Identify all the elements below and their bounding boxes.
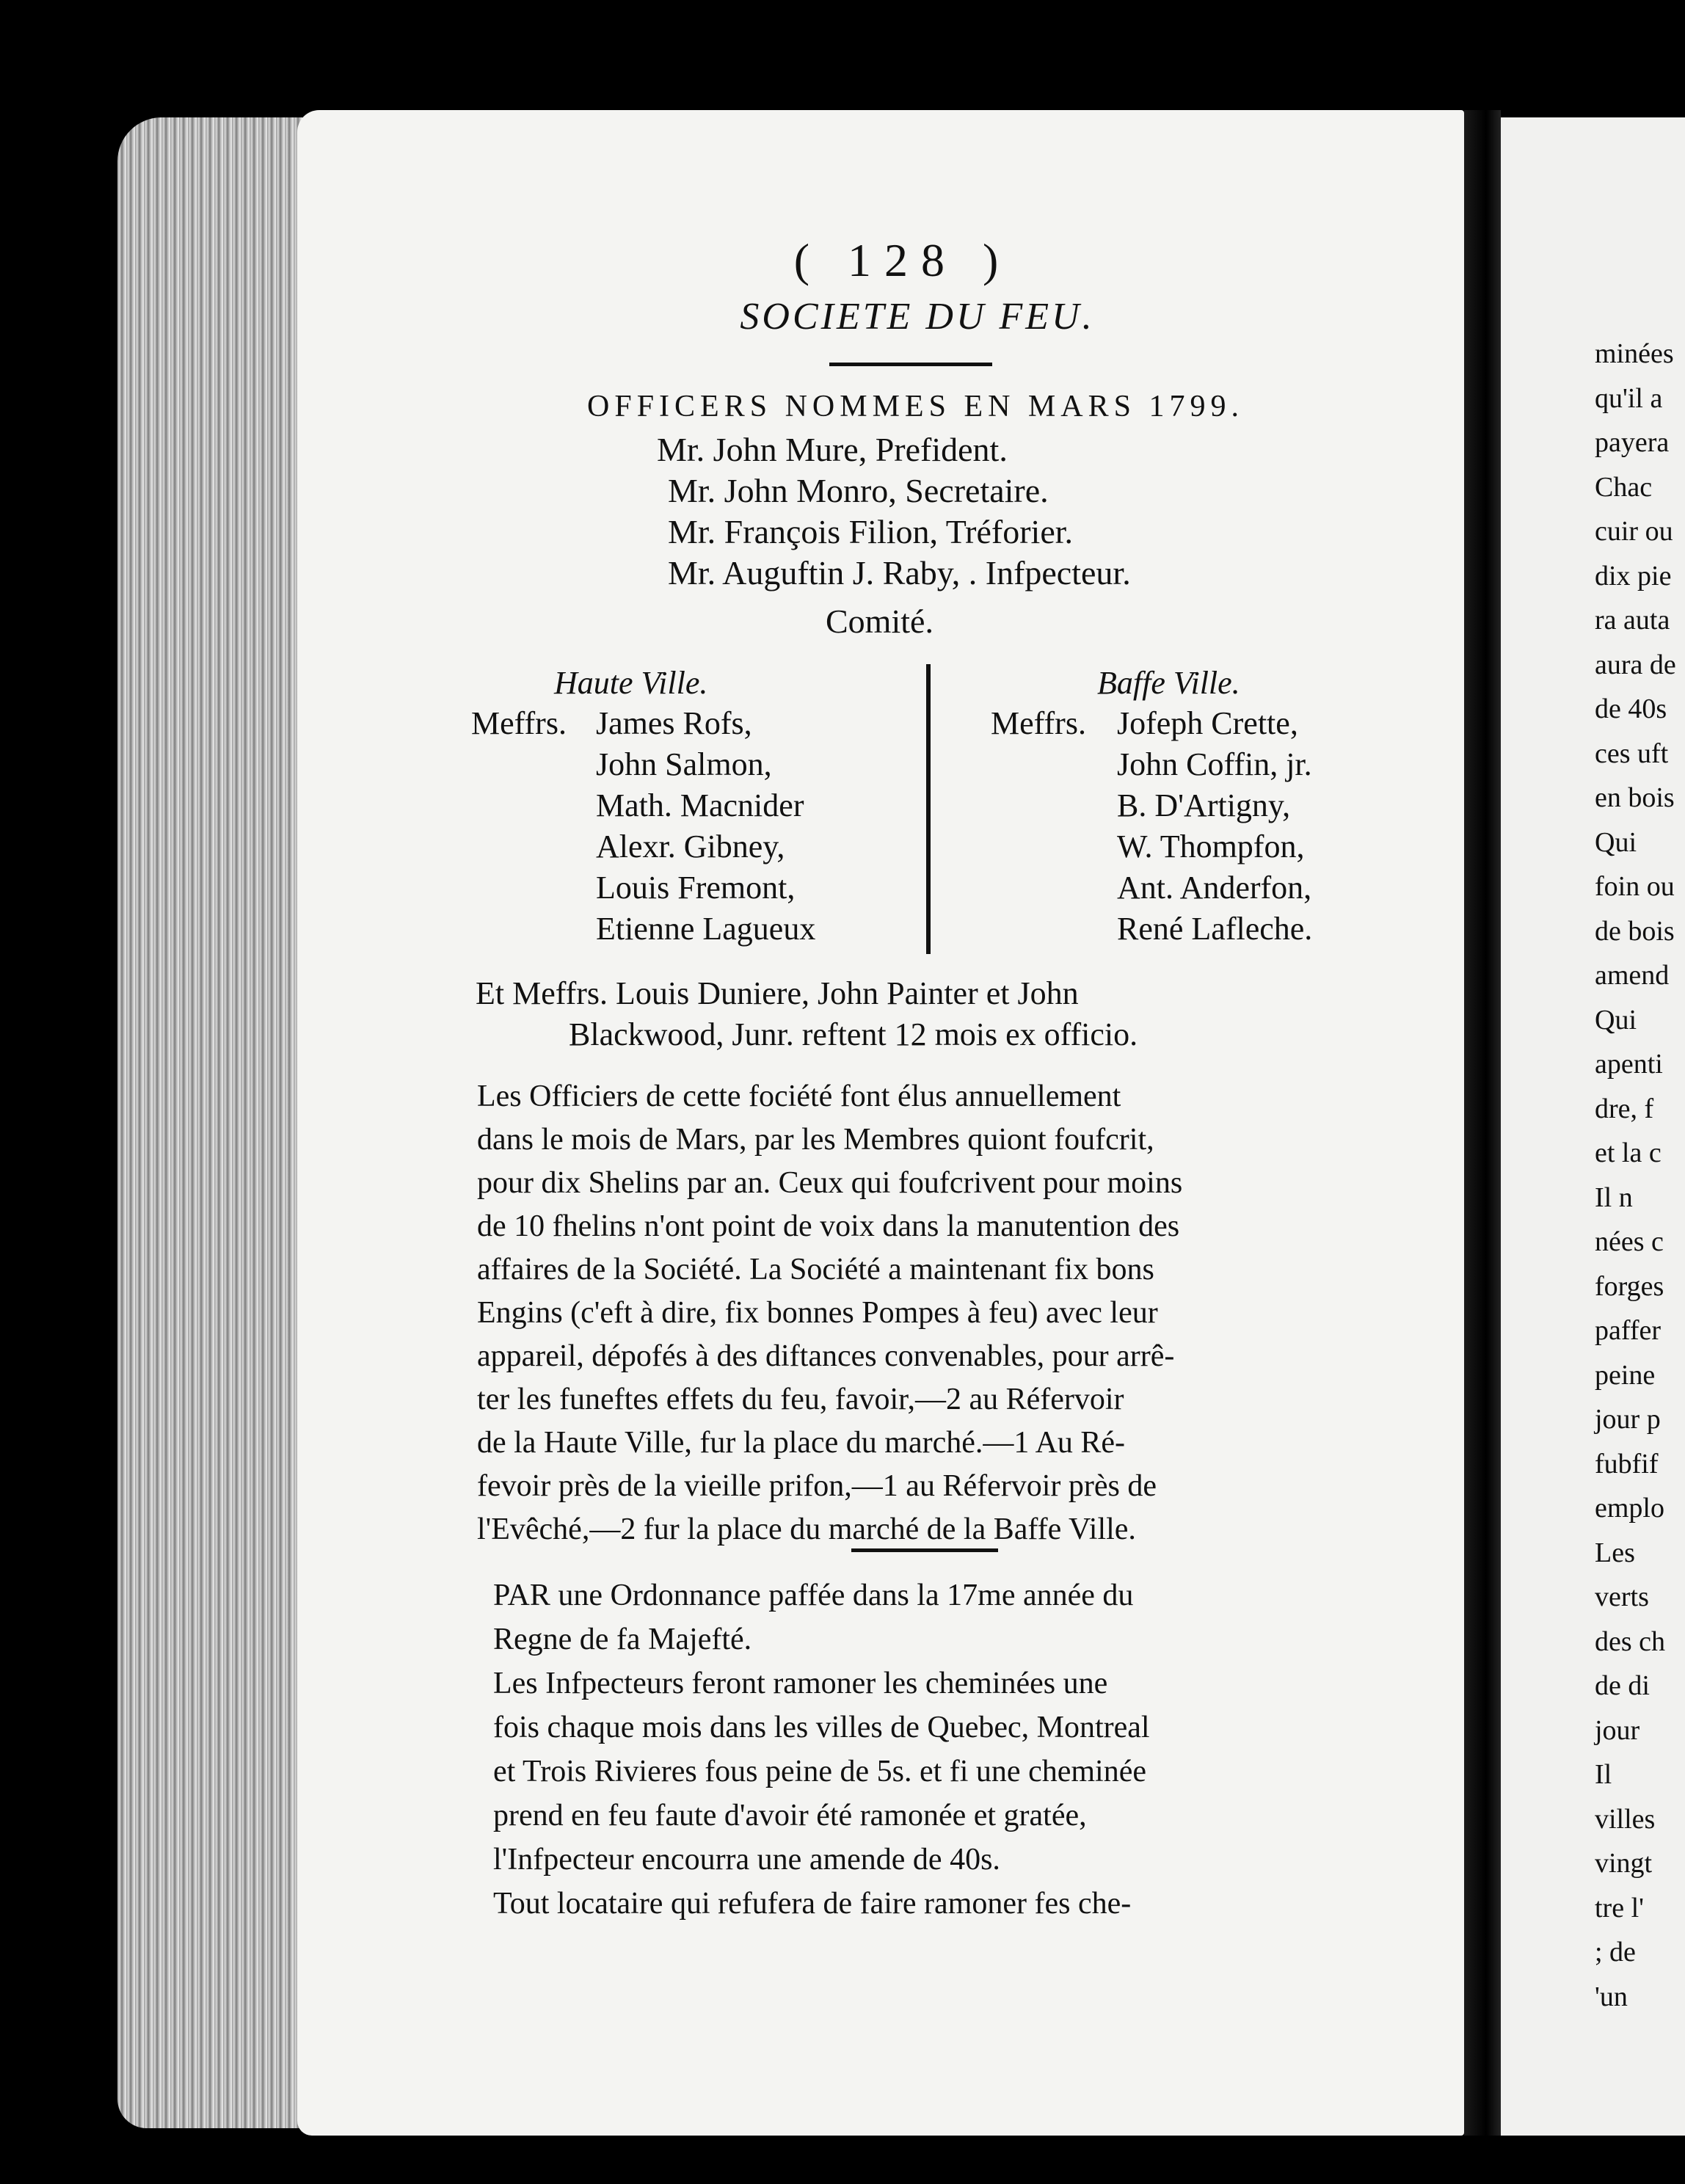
right-page-line: ra auta [1595, 605, 1670, 636]
right-page-line: nées c [1595, 1226, 1664, 1257]
basse-ville-member: B. D'Artigny, [1117, 787, 1291, 823]
paragraph-line: fois chaque mois dans les villes de Quebec, Montreal [493, 1711, 1150, 1744]
section-title: SOCIETE DU FEU. [740, 296, 1095, 338]
right-page-line: Qui [1595, 826, 1637, 858]
right-page-line: de di [1595, 1670, 1650, 1701]
right-page-line: cuir ou [1595, 516, 1673, 547]
right-page-line: dre, f [1595, 1093, 1654, 1124]
right-page-line: qu'il a [1595, 382, 1663, 414]
ex-officio-line: Blackwood, Junr. reftent 12 mois ex officio. [569, 1016, 1138, 1052]
right-page-line: minées [1595, 338, 1674, 369]
paragraph-line: fevoir près de la vieille prifon,—1 au Réfervoir près de [477, 1469, 1157, 1503]
paragraph-line: l'Evêché,—2 fur la place du marché de la Baffe Ville. [477, 1513, 1136, 1546]
basse-ville-member: René Lafleche. [1117, 911, 1313, 947]
haute-ville-member: Louis Fremont, [596, 870, 796, 906]
officers-heading: OFFICERS NOMMES EN MARS 1799. [587, 390, 1244, 423]
right-page-line: paffer [1595, 1315, 1662, 1346]
right-page-line: forges [1595, 1270, 1664, 1302]
comite-label: Comité. [826, 603, 934, 640]
right-page-line: amend [1595, 960, 1670, 991]
right-page-line: villes [1595, 1803, 1656, 1835]
paragraph-line: affaires de la Société. La Société a maintenant fix bons [477, 1253, 1154, 1286]
basse-ville-prefix: Meffrs. [991, 705, 1086, 741]
column-divider [926, 664, 931, 954]
haute-ville-prefix: Meffrs. [471, 705, 567, 741]
paragraph-line: de la Haute Ville, fur la place du marché.—1 Au Ré- [477, 1426, 1126, 1460]
right-page-line: Il [1595, 1759, 1612, 1790]
section-rule [851, 1548, 998, 1552]
page-number: ( 128 ) [793, 234, 1012, 286]
title-rule [829, 363, 992, 366]
paragraph-line: et Trois Rivieres fous peine de 5s. et fi une cheminée [493, 1755, 1146, 1788]
haute-ville-heading: Haute Ville. [554, 665, 708, 701]
right-page-line: emplo [1595, 1493, 1664, 1524]
officer-president: Mr. John Mure, Prefident. [657, 431, 1008, 468]
right-page-line: 'un [1595, 1981, 1628, 2012]
right-page-line: dix pie [1595, 560, 1672, 592]
right-page-line: fubfif [1595, 1448, 1659, 1479]
right-page-line: payera [1595, 427, 1670, 458]
right-page-line: des ch [1595, 1626, 1666, 1657]
haute-ville-member: Math. Macnider [596, 787, 804, 823]
ex-officio-line: Et Meffrs. Louis Duniere, John Painter et John [476, 975, 1079, 1011]
right-page-line: en bois [1595, 782, 1675, 813]
basse-ville-member: W. Thompfon, [1117, 829, 1305, 864]
right-page-line: Chac [1595, 471, 1653, 503]
basse-ville-member: Jofeph Crette, [1117, 705, 1298, 741]
right-page-line: peine [1595, 1359, 1656, 1391]
right-page-line: ces uft [1595, 738, 1669, 769]
right-page [1501, 117, 1685, 2136]
paragraph-line: Les Infpecteurs feront ramoner les cheminées une [493, 1667, 1108, 1700]
haute-ville-member: Alexr. Gibney, [596, 829, 785, 864]
ordonnance-line: Regne de fa Majefté. [493, 1623, 752, 1656]
right-page-line: jour [1595, 1714, 1640, 1746]
paragraph-line: ter les funeftes effets du feu, favoir,—2 au Réfervoir [477, 1383, 1124, 1416]
right-page-line: et la c [1595, 1138, 1662, 1168]
haute-ville-member: James Rofs, [596, 705, 752, 741]
officer-secretary: Mr. John Monro, Secretaire. [668, 472, 1049, 509]
ordonnance-line: PAR une Ordonnance paffée dans la 17me année du [493, 1579, 1134, 1612]
right-page-line: vingt [1595, 1848, 1653, 1879]
officer-inspector: Mr. Auguftin J. Raby, . Infpecteur. [668, 554, 1131, 592]
haute-ville-member: John Salmon, [596, 746, 772, 782]
paragraph-line: dans le mois de Mars, par les Membres quiont foufcrit, [477, 1123, 1154, 1157]
basse-ville-heading: Baffe Ville. [1097, 665, 1240, 701]
officer-treasurer: Mr. François Filion, Tréforier. [668, 513, 1074, 550]
paragraph-line: de 10 fhelins n'ont point de voix dans la manutention des [477, 1209, 1180, 1243]
paragraph-line: Tout locataire qui refufera de faire ramoner fes che- [493, 1887, 1132, 1921]
right-page-line: aura de [1595, 649, 1676, 680]
right-page-line: de bois [1595, 915, 1675, 947]
paragraph-line: appareil, dépofés à des diftances convenables, pour arrê- [477, 1339, 1175, 1373]
right-page-line: ; de [1595, 1937, 1636, 1968]
paragraph-line: Engins (c'eft à dire, fix bonnes Pompes à feu) avec leur [477, 1296, 1158, 1330]
basse-ville-member: John Coffin, jr. [1117, 746, 1312, 782]
paragraph-line: pour dix Shelins par an. Ceux qui foufcrivent pour moins [477, 1166, 1183, 1200]
right-page-line: jour p [1595, 1404, 1661, 1435]
haute-ville-member: Etienne Lagueux [596, 911, 816, 947]
right-page-line: tre l' [1595, 1892, 1644, 1923]
right-page-line: Les [1595, 1537, 1635, 1568]
right-page-line: verts [1595, 1581, 1649, 1612]
basse-ville-member: Ant. Anderfon, [1117, 870, 1312, 906]
right-page-line: Qui [1595, 1004, 1637, 1035]
paragraph-line: prend en feu faute d'avoir été ramonée et gratée, [493, 1799, 1087, 1832]
paragraph-line: Les Officiers de cette fociété font élus annuellement [477, 1080, 1121, 1113]
paragraph-line: l'Infpecteur encourra une amende de 40s. [493, 1843, 1000, 1877]
book-gutter [1464, 110, 1501, 2136]
right-page-line: foin ou [1595, 871, 1675, 902]
right-page-line: apenti [1595, 1049, 1663, 1080]
right-page-line: Il n [1595, 1182, 1633, 1213]
right-page-line: de 40s [1595, 694, 1667, 724]
